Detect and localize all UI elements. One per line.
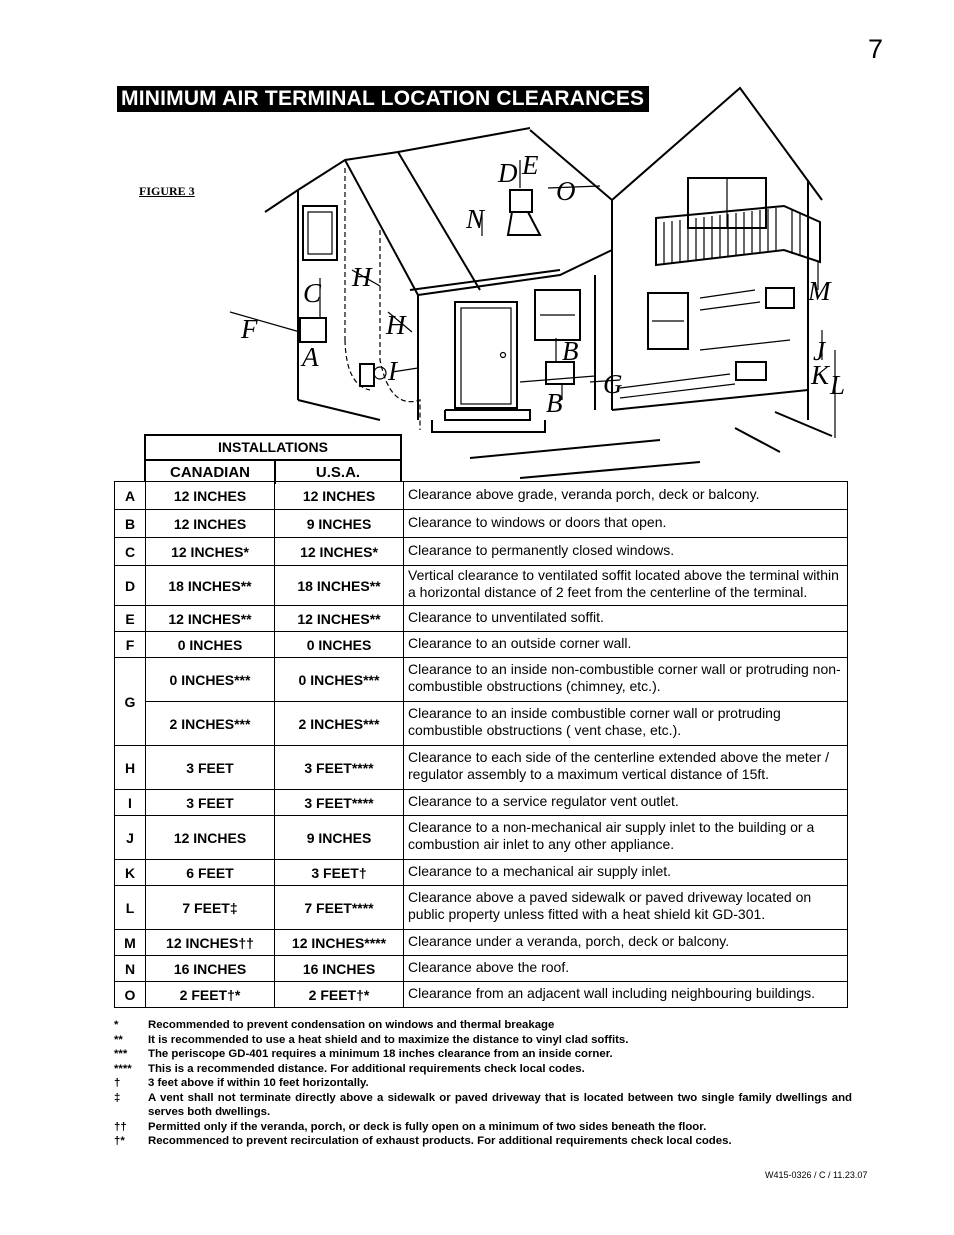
- clearance-table: [114, 481, 848, 1008]
- canadian-value: 3 FEET: [146, 746, 275, 790]
- table-row: [115, 658, 848, 702]
- air-inlet-grille: [736, 362, 766, 380]
- row-letter: L: [115, 886, 146, 930]
- label-b1: B: [562, 336, 579, 366]
- usa-value: 0 INCHES***: [275, 658, 404, 702]
- canadian-value: 2 INCHES***: [146, 702, 275, 746]
- canadian-value: 6 FEET: [146, 860, 275, 886]
- figure-label: FIGURE 3: [139, 184, 195, 198]
- label-g: G: [603, 369, 623, 399]
- row-letter: I: [115, 790, 146, 816]
- front-door: [455, 302, 517, 408]
- row-description: Clearance above the roof.: [404, 956, 848, 982]
- installations-header: [144, 434, 402, 482]
- usa-value: 3 FEET****: [275, 790, 404, 816]
- row-letter: M: [115, 930, 146, 956]
- row-letter: H: [115, 746, 146, 790]
- page-number: 7: [868, 34, 884, 64]
- footnote: [114, 1091, 852, 1120]
- footnote-symbol: *: [114, 1019, 119, 1031]
- table-row: [115, 482, 848, 510]
- label-d: D: [498, 158, 518, 188]
- section-title: MINIMUM AIR TERMINAL LOCATION CLEARANCES: [117, 86, 649, 112]
- footnote-symbol: ****: [114, 1062, 132, 1075]
- canadian-value: 18 INCHES**: [146, 566, 275, 606]
- canadian-value: 12 INCHES: [146, 816, 275, 860]
- row-description: Clearance to each side of the centerline extended above the meter / regulator assembly to a maximum vertical distance of 15ft.: [404, 746, 848, 790]
- row-letter: G: [115, 658, 146, 746]
- canadian-value: 12 INCHES: [146, 510, 275, 538]
- usa-value: 3 FEET†: [275, 860, 404, 886]
- table-row: [115, 538, 848, 566]
- label-a: A: [302, 342, 319, 372]
- footnotes: [114, 1018, 852, 1149]
- row-description: Clearance under a veranda, porch, deck or balcony.: [404, 930, 848, 956]
- row-letter: F: [115, 632, 146, 658]
- row-description: Clearance to a mechanical air supply inlet.: [404, 860, 848, 886]
- table-row: [115, 606, 848, 632]
- row-letter: A: [115, 482, 146, 510]
- label-j: J: [813, 336, 825, 366]
- row-description: Clearance from an adjacent wall including neighbouring buildings.: [404, 982, 848, 1008]
- row-letter: O: [115, 982, 146, 1008]
- row-letter: K: [115, 860, 146, 886]
- table-row: [115, 956, 848, 982]
- usa-value: 3 FEET****: [275, 746, 404, 790]
- label-l: L: [830, 370, 846, 400]
- footnote-text: The periscope GD-401 requires a minimum 18 inches clearance from an inside corner.: [148, 1048, 613, 1060]
- terminal-c: [300, 318, 326, 342]
- label-b2: B: [546, 388, 563, 418]
- footnote: [114, 1120, 852, 1135]
- usa-value: 2 FEET†*: [275, 982, 404, 1008]
- usa-value: 18 INCHES**: [275, 566, 404, 606]
- footnote-text: This is a recommended distance. For additional requirements check local codes.: [148, 1062, 585, 1075]
- footnote-text: It is recommended to use a heat shield and to maximize the distance to vinyl clad soffits.: [148, 1033, 629, 1046]
- usa-value: 7 FEET****: [275, 886, 404, 930]
- canadian-value: 0 INCHES***: [146, 658, 275, 702]
- canadian-header: CANADIAN: [146, 461, 276, 484]
- row-description: Clearance to an inside combustible corner wall or protruding combustible obstructions ( vent chase, etc.).: [404, 702, 848, 746]
- label-c: C: [303, 278, 322, 308]
- label-m: M: [808, 276, 831, 306]
- row-description: Clearance to permanently closed windows.: [404, 538, 848, 566]
- row-description: Clearance above a paved sidewalk or paved driveway located on public property unless fitted with a heat shield kit GD-301.: [404, 886, 848, 930]
- usa-value: 16 INCHES: [275, 956, 404, 982]
- usa-value: 0 INCHES: [275, 632, 404, 658]
- usa-value: 9 INCHES: [275, 510, 404, 538]
- row-letter: D: [115, 566, 146, 606]
- usa-header: U.S.A.: [315, 464, 361, 481]
- row-description: Clearance to windows or doors that open.: [404, 510, 848, 538]
- usa-value: 2 INCHES***: [275, 702, 404, 746]
- canadian-value: 12 INCHES*: [146, 538, 275, 566]
- label-n: N: [466, 204, 485, 234]
- row-description: Clearance to a non-mechanical air supply inlet to the building or a combustion air inlet to any other appliance.: [404, 816, 848, 860]
- canadian-value: 2 FEET†*: [146, 982, 275, 1008]
- row-letter: E: [115, 606, 146, 632]
- table-row: [115, 510, 848, 538]
- usa-value: 12 INCHES**: [275, 606, 404, 632]
- house-clearance-diagram: [0, 0, 954, 480]
- table-row: [115, 566, 848, 606]
- table-row: [115, 746, 848, 790]
- row-letter: B: [115, 510, 146, 538]
- usa-value: 12 INCHES****: [275, 930, 404, 956]
- footnote: [114, 1033, 852, 1048]
- footnote: [114, 1047, 852, 1062]
- row-letter: J: [115, 816, 146, 860]
- label-o: O: [556, 176, 576, 206]
- table-row: [115, 930, 848, 956]
- footnote-symbol: ‡: [114, 1091, 121, 1104]
- table-row: [115, 816, 848, 860]
- footnote-text: Permitted only if the veranda, porch, or deck is fully open on a minimum of two sides beneath the floor.: [148, 1120, 707, 1133]
- canadian-value: 0 INCHES: [146, 632, 275, 658]
- footnote-symbol: †*: [114, 1135, 125, 1147]
- installations-title: INSTALLATIONS: [146, 436, 400, 461]
- table-row: [115, 702, 848, 746]
- label-k: K: [811, 360, 830, 390]
- row-letter: C: [115, 538, 146, 566]
- label-h1: H: [352, 262, 372, 292]
- table-row: [115, 982, 848, 1008]
- table-row: [115, 860, 848, 886]
- row-description: Clearance to a service regulator vent outlet.: [404, 790, 848, 816]
- canadian-value: 3 FEET: [146, 790, 275, 816]
- roof-terminal: [510, 190, 532, 212]
- footnote: [114, 1134, 852, 1149]
- terminal-m: [766, 288, 794, 308]
- meter: [360, 364, 374, 386]
- document-code: W415-0326 / C / 11.23.07: [765, 1170, 868, 1180]
- label-e: E: [522, 150, 539, 180]
- row-letter: N: [115, 956, 146, 982]
- footnote-symbol: †: [114, 1077, 121, 1089]
- usa-value: 12 INCHES*: [275, 538, 404, 566]
- canadian-value: 12 INCHES††: [146, 930, 275, 956]
- label-i: I: [388, 356, 397, 386]
- row-description: Clearance to an inside non-combustible corner wall or protruding non-combustible obstructions (chimney, etc.).: [404, 658, 848, 702]
- usa-value: 9 INCHES: [275, 816, 404, 860]
- canadian-value: 16 INCHES: [146, 956, 275, 982]
- label-f: F: [241, 314, 258, 344]
- row-description: Clearance to unventilated soffit.: [404, 606, 848, 632]
- footnote-text: Recommenced to prevent recirculation of exhaust products. For additional requirements check local codes.: [148, 1135, 732, 1147]
- footnote-text: A vent shall not terminate directly above a sidewalk or paved driveway that is located between two single family dwellings and serves both dwellings.: [148, 1091, 852, 1118]
- footnote-text: 3 feet above if within 10 feet horizontally.: [148, 1077, 369, 1089]
- canadian-value: 12 INCHES**: [146, 606, 275, 632]
- footnote: [114, 1018, 852, 1033]
- table-row: [115, 790, 848, 816]
- row-description: Vertical clearance to ventilated soffit located above the terminal within a horizontal distance of 2 feet from the centerline of the terminal.: [404, 566, 848, 606]
- label-h2: H: [386, 310, 406, 340]
- footnote-symbol: ***: [114, 1048, 128, 1060]
- canadian-value: 7 FEET‡: [146, 886, 275, 930]
- row-description: Clearance above grade, veranda porch, deck or balcony.: [404, 482, 848, 510]
- table-row: [115, 886, 848, 930]
- footnote: [114, 1076, 852, 1091]
- footnote-text: Recommended to prevent condensation on windows and thermal breakage: [148, 1019, 555, 1031]
- footnote-symbol: ††: [114, 1120, 127, 1133]
- footnote-symbol: **: [114, 1033, 123, 1046]
- usa-value: 12 INCHES: [275, 482, 404, 510]
- row-description: Clearance to an outside corner wall.: [404, 632, 848, 658]
- canadian-value: 12 INCHES: [146, 482, 275, 510]
- table-row: [115, 632, 848, 658]
- footnote: [114, 1062, 852, 1077]
